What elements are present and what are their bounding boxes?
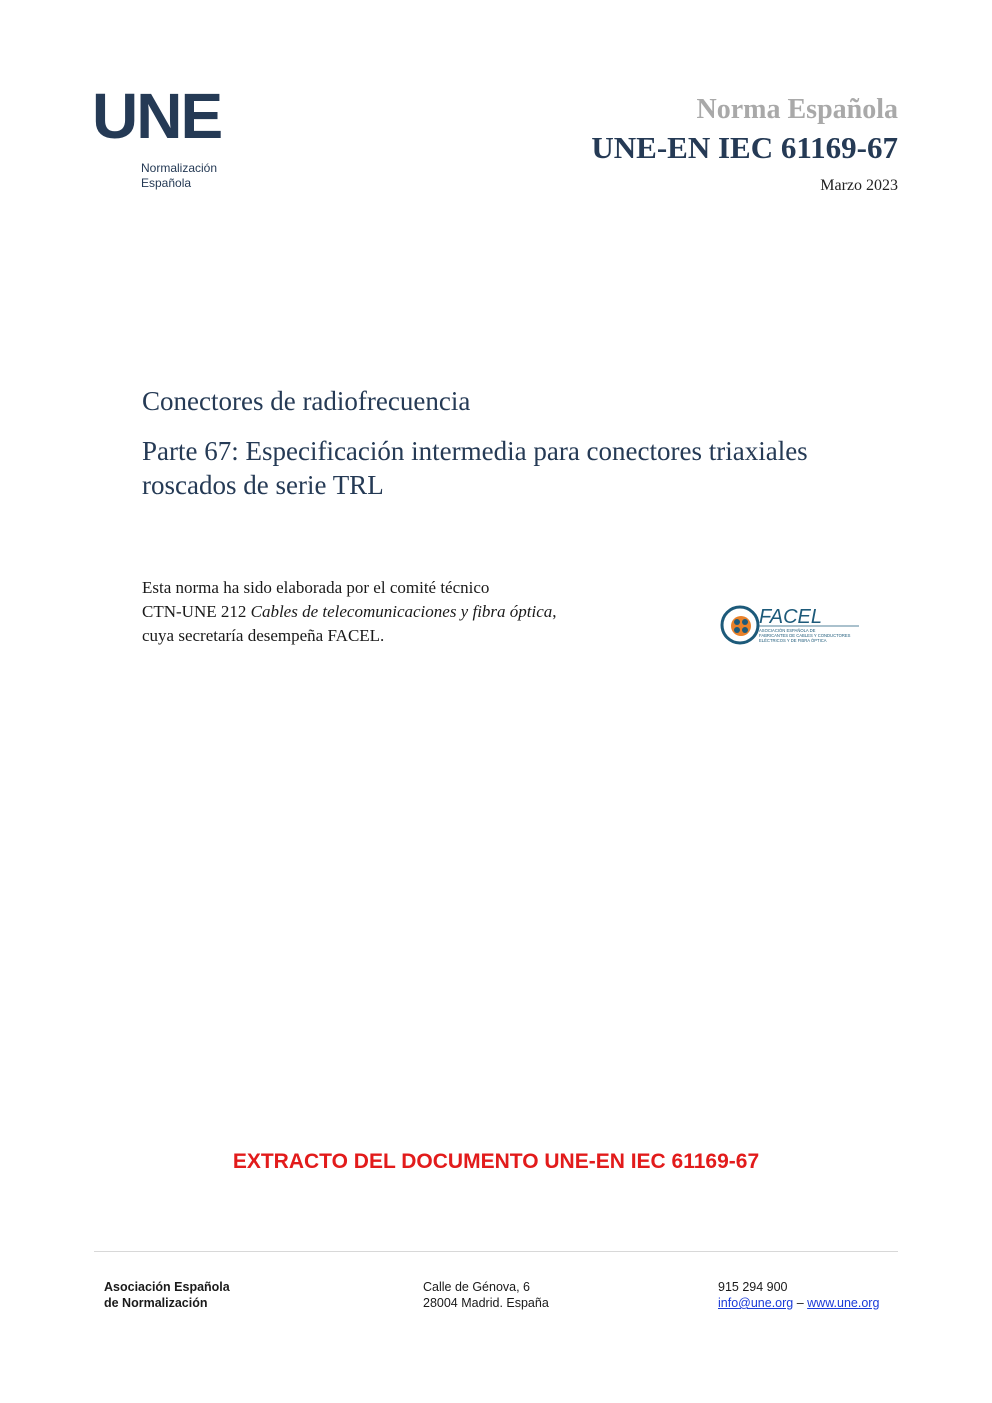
committee-comma: , bbox=[552, 602, 557, 621]
facel-core-icon bbox=[731, 616, 751, 636]
committee-line2 bbox=[142, 600, 702, 624]
document-title: Conectores de radiofrecuencia bbox=[142, 386, 471, 416]
website-link[interactable]: www.une.org bbox=[807, 1296, 880, 1310]
footer-organization bbox=[104, 1279, 230, 1311]
committee-name: Cables de telecomunicaciones y fibra óptica bbox=[250, 602, 553, 621]
une-logo: UNE bbox=[92, 80, 222, 152]
footer-divider bbox=[94, 1251, 898, 1252]
committee-code: CTN-UNE 212 bbox=[142, 602, 251, 621]
footer-addr-line2: 28004 Madrid. España bbox=[423, 1296, 549, 1310]
norma-date: Marzo 2023 bbox=[820, 177, 898, 194]
svg-text:ELÉCTRICOS Y DE FIBRA ÓPTICA: ELÉCTRICOS Y DE FIBRA ÓPTICA bbox=[759, 638, 827, 643]
norma-label: Norma Española bbox=[696, 94, 898, 125]
footer-links bbox=[718, 1295, 879, 1311]
footer-org-line1: Asociación Española bbox=[104, 1280, 230, 1294]
footer-contact bbox=[718, 1279, 879, 1311]
logo-sub-line1: Normalización bbox=[141, 161, 218, 175]
footer-address bbox=[423, 1279, 549, 1311]
footer-org-line2: de Normalización bbox=[104, 1296, 208, 1310]
svg-text:ASOCIACIÓN ESPAÑOLA DE: ASOCIACIÓN ESPAÑOLA DE bbox=[759, 628, 816, 633]
norma-code: UNE-EN IEC 61169-67 bbox=[591, 130, 898, 165]
committee-line1: Esta norma ha sido elaborada por el comité técnico bbox=[142, 578, 490, 597]
extract-notice: EXTRACTO DEL DOCUMENTO UNE-EN IEC 61169-67 bbox=[232, 1150, 760, 1173]
email-link[interactable]: info@une.org bbox=[718, 1296, 794, 1310]
footer-separator: – bbox=[793, 1296, 808, 1310]
footer-phone: 915 294 900 bbox=[718, 1280, 788, 1294]
committee-line3: cuya secretaría desempeña FACEL. bbox=[142, 626, 385, 645]
footer-addr-line1: Calle de Génova, 6 bbox=[423, 1280, 531, 1294]
committee-statement bbox=[142, 576, 702, 648]
une-logo-subtitle bbox=[141, 161, 217, 191]
facel-logo bbox=[719, 603, 864, 649]
facel-wordmark: FACEL bbox=[759, 606, 822, 628]
logo-sub-line2: Española bbox=[141, 176, 192, 190]
document-subtitle: Parte 67: Especificación intermedia para conectores triaxiales roscados de serie TRL bbox=[142, 436, 808, 500]
svg-text:FABRICANTES DE CABLES Y CONDUC: FABRICANTES DE CABLES Y CONDUCTORES bbox=[759, 633, 851, 638]
